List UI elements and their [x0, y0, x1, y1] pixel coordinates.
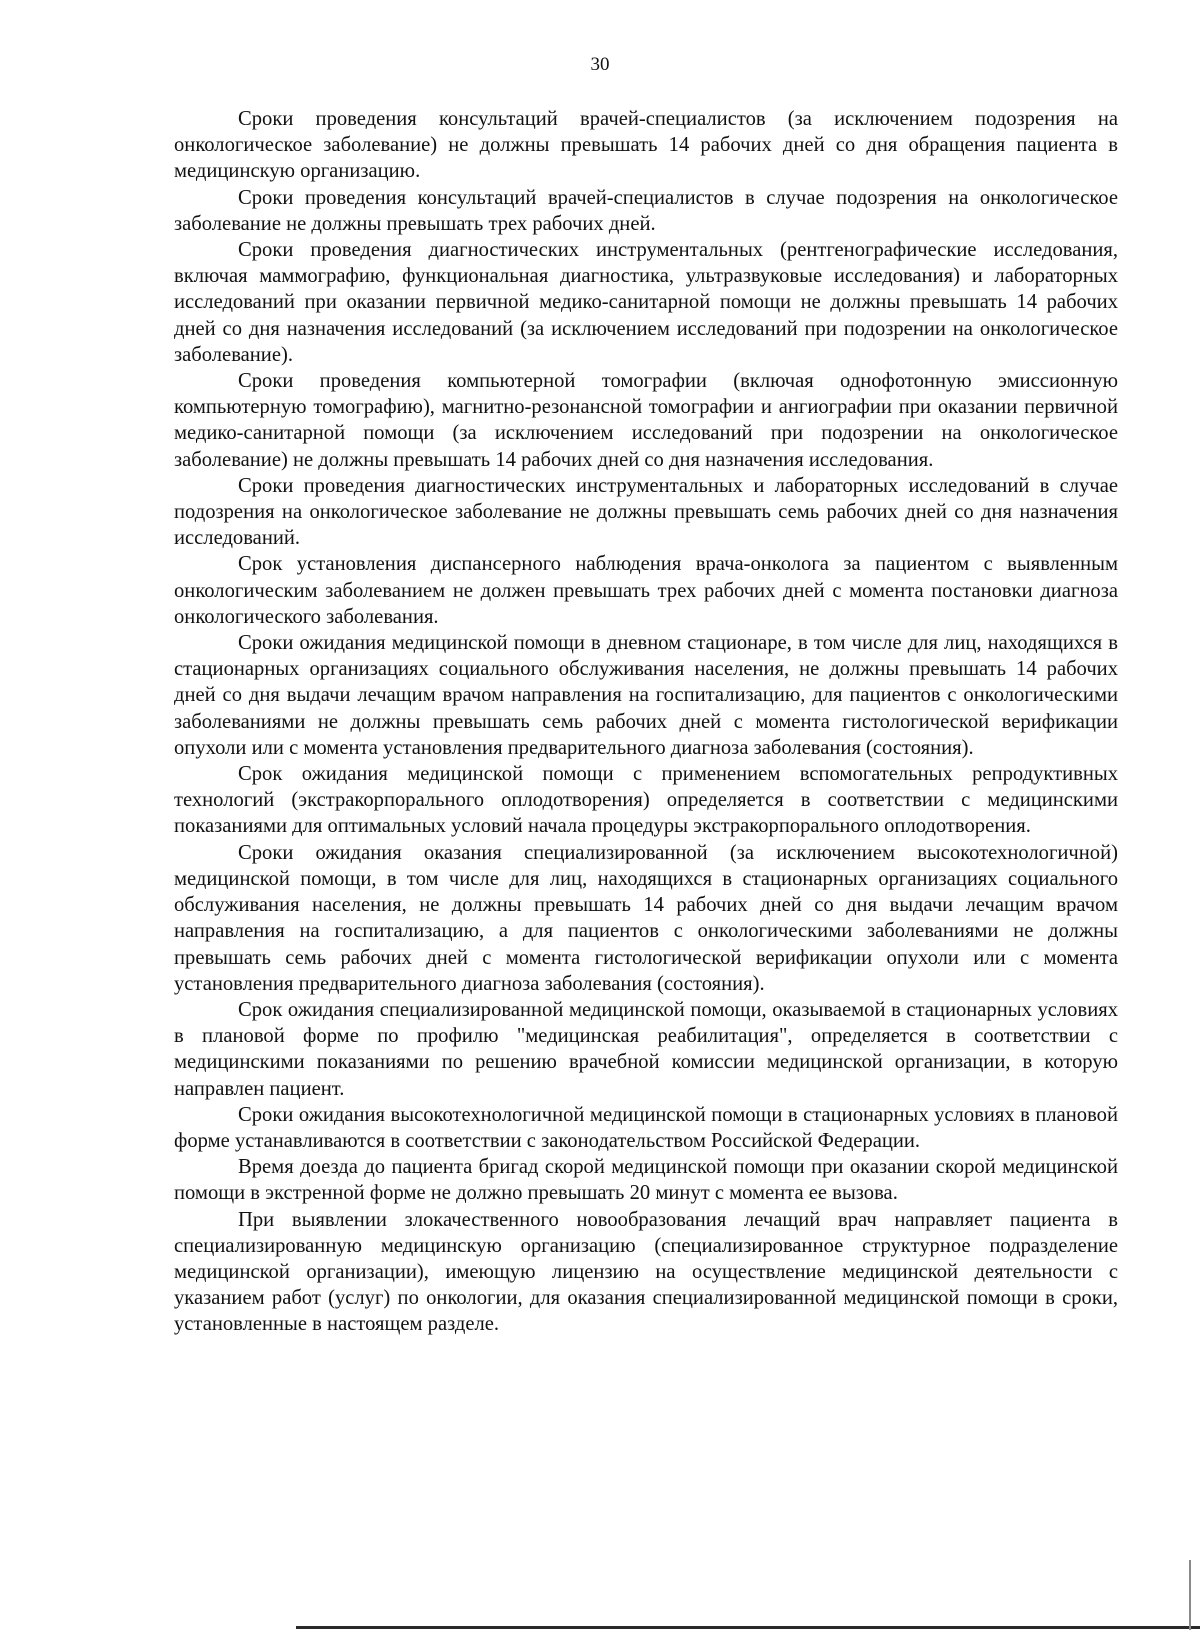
paragraph: Сроки проведения консультаций врачей-специалистов в случае подозрения на онкологическое заболевание не должны превышать трех рабочих дней.: [174, 186, 1118, 235]
paragraph: Сроки ожидания медицинской помощи в дневном стационаре, в том числе для лиц, находящихся в стационарных организациях социального обслуживания населения, не должны превышать 14 рабочих дней со дня выдачи лечащим врачом направления на госпитализацию, для пациентов с онкологическими заболеваниями не должны превышать семь рабочих дней с момента гистологической верификации опухоли или с момента установления предварительного диагноза заболевания (состояния).: [174, 632, 1118, 759]
paragraph: Срок установления диспансерного наблюдения врача-онколога за пациентом с выявленным онкологическим заболеванием не должен превышать трех рабочих дней с момента постановки диагноза онкологического заболевания.: [174, 553, 1118, 628]
scan-edge-line: [296, 1626, 1200, 1629]
page-number: 30: [590, 54, 610, 75]
paragraph: Сроки проведения диагностических инструментальных и лабораторных исследований в случае подозрения на онкологическое заболевание не должны превышать семь рабочих дней со дня назначения исследований.: [174, 474, 1118, 550]
paragraph: Время доезда до пациента бригад скорой медицинской помощи при оказании скорой медицинской помощи в экстренной форме не должно превышать 20 минут с момента ее вызова.: [174, 1156, 1118, 1205]
paragraph: Сроки проведения диагностических инструментальных (рентгенографические исследования, включая маммографию, функциональная диагностика, ультразвуковые исследования) и лабораторных исследований при оказании первичной медико-санитарной помощи не должны превышать 14 рабочих дней со дня назначения исследований (за исключением исследований при подозрении на онкологическое заболевание).: [174, 239, 1118, 366]
document-body: [174, 106, 1118, 1338]
paragraph: Сроки проведения консультаций врачей-специалистов (за исключением подозрения на онкологическое заболевание) не должны превышать 14 рабочих дней со дня обращения пациента в медицинскую организацию.: [174, 108, 1118, 183]
paragraph: Сроки проведения компьютерной томографии (включая однофотонную эмиссионную компьютерную томографию), магнитно-резонансной томографии и ангиографии при оказании первичной медико-санитарной помощи (за исключением исследований при подозрении на онкологическое заболевание) не должны превышать 14 рабочих дней со дня назначения исследования.: [174, 370, 1118, 471]
paragraph: Срок ожидания медицинской помощи с применением вспомогательных репродуктивных технологий (экстракорпорального оплодотворения) определяется в соответствии с медицинскими показаниями для оптимальных условий начала процедуры экстракорпорального оплодотворения.: [174, 763, 1118, 838]
scan-edge-mark: [1189, 1560, 1191, 1630]
paragraph: Сроки ожидания высокотехнологичной медицинской помощи в стационарных условиях в плановой форме устанавливаются в соответствии с законодательством Российской Федерации.: [174, 1103, 1118, 1152]
paragraph: При выявлении злокачественного новообразования лечащий врач направляет пациента в специализированную медицинскую организацию (специализированное структурное подразделение медицинской организации), имеющую лицензию на осуществление медицинской деятельности с указанием работ (услуг) по онкологии, для оказания специализированной медицинской помощи в сроки, установленные в настоящем разделе.: [174, 1208, 1118, 1336]
paragraph: Сроки ожидания оказания специализированной (за исключением высокотехнологичной) медицинской помощи, в том числе для лиц, находящихся в стационарных организациях социального обслуживания населения, не должны превышать 14 рабочих дней со дня выдачи лечащим врачом направления на госпитализацию, а для пациентов с онкологическими заболеваниями не должны превышать семь рабочих дней с момента гистологической верификации опухоли или с момента установления предварительного диагноза заболевания (состояния).: [174, 841, 1118, 995]
paragraph: Срок ожидания специализированной медицинской помощи, оказываемой в стационарных условиях в плановой форме по профилю "медицинская реабилитация", определяется в соответствии с медицинскими показаниями по решению врачебной комиссии медицинской организации, в которую направлен пациент.: [174, 998, 1118, 1100]
